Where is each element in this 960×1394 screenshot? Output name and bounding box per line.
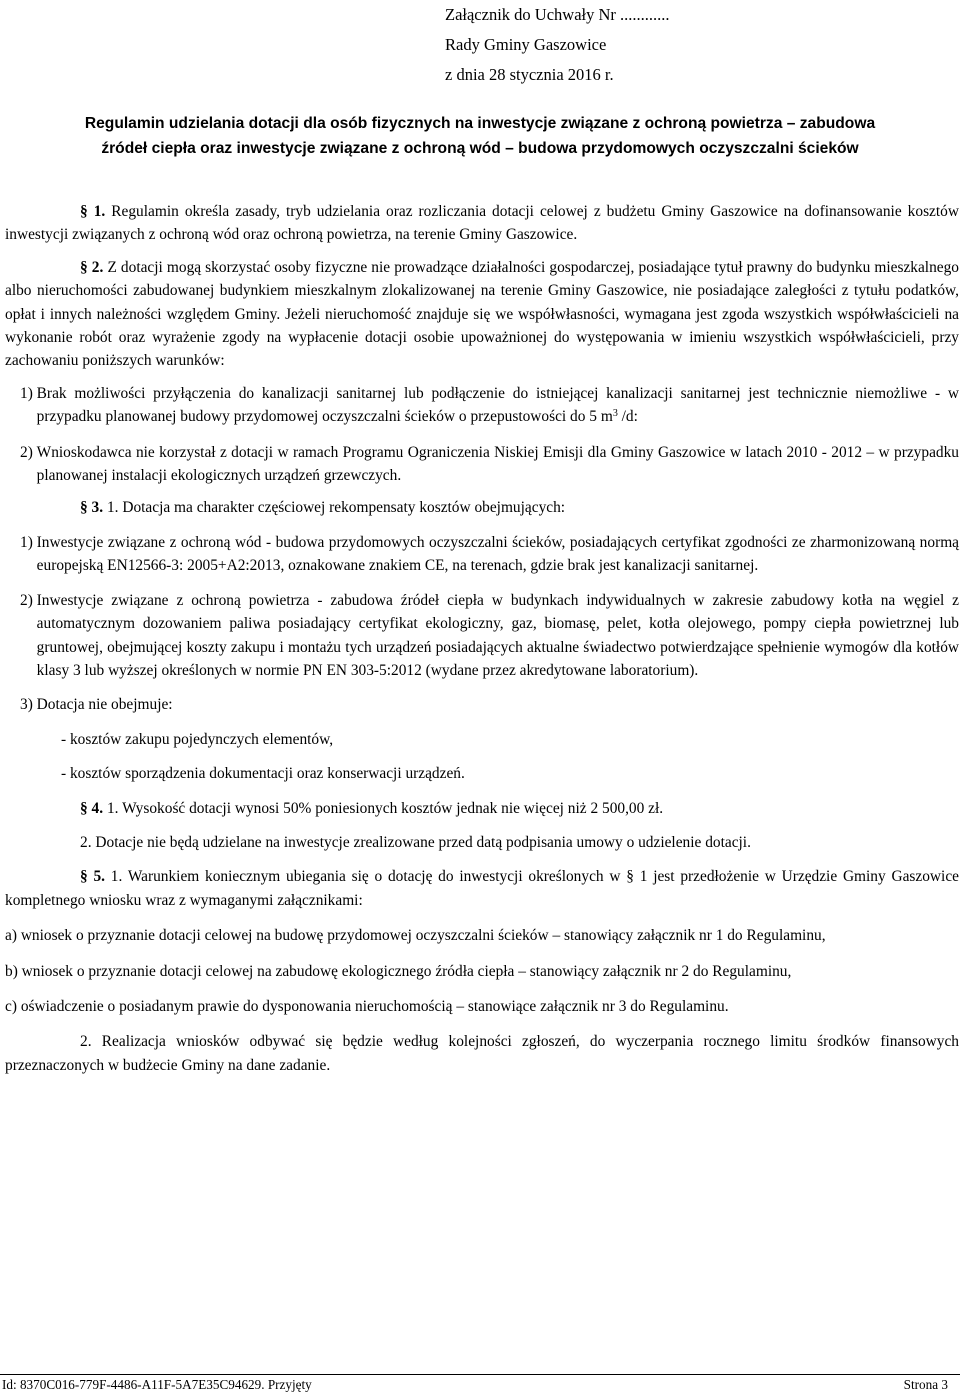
document-title [0, 111, 960, 161]
section-5 [5, 865, 959, 912]
superscript: 3 [612, 408, 618, 420]
section-5-item-c [5, 995, 959, 1018]
list-number: 1) [20, 384, 37, 402]
list-text-tail: /d: [617, 408, 638, 426]
list-letter: b) [5, 962, 22, 980]
list-text: Brak możliwości przyłączenia do kanalizacji sanitarnej lub podłączenie do istniejącej kanalizacji sanitarnej jest technicznie niemożliwe - w przypadku planowanej budowy przydomowej oczyszczalni ścieków o przepustowości do 5 m [36, 384, 959, 426]
page-number: Strona 3 [903, 1377, 948, 1392]
section-3-item-3 [5, 693, 959, 716]
list-letter: c) [5, 997, 21, 1015]
document-id: Id: 8370C016-779F-4486-A11F-5A7E35C94629. Przyjęty [2, 1377, 312, 1392]
section-3-mark: § 3. [80, 499, 104, 517]
section-1-text: Regulamin określa zasady, tryb udzielania oraz rozliczania dotacji celowej z budżetu Gminy Gaszowice na dofinansowanie kosztów inwestycji związanych z ochroną wód oraz ochroną powietrza, na terenie Gminy Gaszowice. [5, 203, 959, 244]
list-number: 3) [20, 696, 37, 714]
section-4-text-1: 1. Wysokość dotacji wynosi 50% poniesionych kosztów jednak nie więcej niż 2 500,00 zł. [106, 799, 664, 817]
section-1 [5, 200, 959, 247]
list-text: Dotacja nie obejmuje: [36, 696, 173, 714]
list-letter: a) [5, 927, 21, 945]
list-number: 2) [20, 591, 37, 609]
section-2-item-1 [5, 382, 959, 429]
list-text: oświadczenie o posiadanym prawie do dysponowania nieruchomością – stanowiące załącznik nr 3 do Regulaminu. [20, 997, 729, 1015]
page-footer [0, 1374, 960, 1394]
title-line-2: źródeł ciepła oraz inwestycje związane z ochroną wód – budowa przydomowych oczyszczalni ścieków [101, 140, 859, 157]
list-number: 2) [20, 443, 37, 461]
section-3-text: 1. Dotacja ma charakter częściowej rekompensaty kosztów obejmujących: [106, 499, 566, 517]
section-2 [5, 256, 959, 373]
list-text: wniosek o przyznanie dotacji celowej na budowę przydomowej oczyszczalni ścieków – stanowiący załącznik nr 1 do Regulaminu, [20, 927, 826, 945]
section-5-item-a [5, 924, 959, 947]
section-4-point-2: 2. Dotacje nie będą udzielane na inwestycje zrealizowane przed datą podpisania umowy o udzielenie dotacji. [80, 833, 751, 851]
section-5-item-b [5, 960, 959, 983]
section-2-item-2 [5, 441, 959, 488]
document-body [5, 200, 959, 1077]
section-3 [5, 496, 959, 519]
exclusion-item-1: - kosztów zakupu pojedynczych elementów, [61, 730, 334, 748]
section-4-mark: § 4. [80, 799, 104, 817]
exclusion-item-2: - kosztów sporządzenia dokumentacji oraz konserwacji urządzeń. [61, 765, 465, 783]
header-line-1: Załącznik do Uchwały Nr ............ [445, 5, 670, 24]
section-5-mark: § 5. [80, 868, 106, 886]
header-line-2: Rady Gminy Gaszowice [445, 35, 607, 54]
section-3-item-1 [5, 531, 959, 578]
attachment-header [445, 0, 670, 90]
list-text: Wnioskodawca nie korzystał z dotacji w ramach Programu Ograniczenia Niskiej Emisji dla Gminy Gaszowice w latach 2010 - 2012 – w przypadku planowanej instalacji ekologicznych urządzeń grzewczych. [36, 443, 959, 485]
section-1-mark: § 1. [80, 203, 106, 220]
list-text: wniosek o przyznanie dotacji celowej na zabudowę ekologicznego źródła ciepła – stanowiący załącznik nr 2 do Regulaminu, [21, 962, 792, 980]
list-number: 1) [20, 533, 37, 551]
section-4 [5, 797, 959, 820]
section-5-point-2: 2. Realizacja wniosków odbywać się będzie według kolejności zgłoszeń, do wyczerpania rocznego limitu środków finansowych przeznaczonych w budżecie Gminy na dane zadanie. [5, 1033, 959, 1074]
section-5-text: 1. Warunkiem koniecznym ubiegania się o dotację do inwestycji określonych w § 1 jest przedłożenie w Urzędzie Gminy Gaszowice kompletnego wniosku wraz z wymaganymi załącznikami: [5, 868, 959, 909]
section-2-mark: § 2. [80, 258, 104, 276]
list-text: Inwestycje związane z ochroną powietrza - zabudowa źródeł ciepła w budynkach indywidualnych w zakresie zabudowy kotła na węgiel z automatycznym dozowaniem paliwa posiadający certyfikat ekologiczny, gaz, biomasę, pelet, kotła olejowego, pompy ciepła powietrznej lub gruntowej, obejmującej koszty zakupu i montażu tych urządzeń posiadających aktualne świadectwo potwierdzające spełnienie wymogów dla kotłów klasy 3 lub wyższej określonych w normie PN EN 303-5:2012 (wydane przez akredytowane laboratorium). [36, 591, 959, 679]
list-text: Inwestycje związane z ochroną wód - budowa przydomowych oczyszczalni ścieków, posiadających certyfikat zgodności ze zharmonizowaną normą europejską EN12566-3: 2005+A2:2013, oznakowane znakiem CE, na terenach, gdzie brak jest kanalizacji sanitarnej. [36, 533, 959, 575]
title-line-1: Regulamin udzielania dotacji dla osób fizycznych na inwestycje związane z ochroną powietrza – zabudowa [84, 115, 876, 132]
section-3-item-2 [5, 589, 959, 683]
header-line-3: z dnia 28 stycznia 2016 r. [445, 65, 614, 84]
section-2-text: Z dotacji mogą skorzystać osoby fizyczne nie prowadzące działalności gospodarczej, posiadające tytuł prawny do budynku mieszkalnego albo nieruchomości zabudowanej budynkiem mieszkalnym zlokalizowanej na terenie Gminy Gaszowice, nie posiadające zaległości z tytułu podatków, opłat i innych należności względem Gminy. Jeżeli nieruchomość znajduje się we współwłasności, wymagana jest zgoda wszystkich współwłaścicieli na wykonanie robót oraz wyrażenie zgody na wypłacenie dotacji osobie upoważnionej do występowania w imieniu wszystkich współwłaścicieli, przy zachowaniu poniższych warunków: [5, 258, 959, 370]
